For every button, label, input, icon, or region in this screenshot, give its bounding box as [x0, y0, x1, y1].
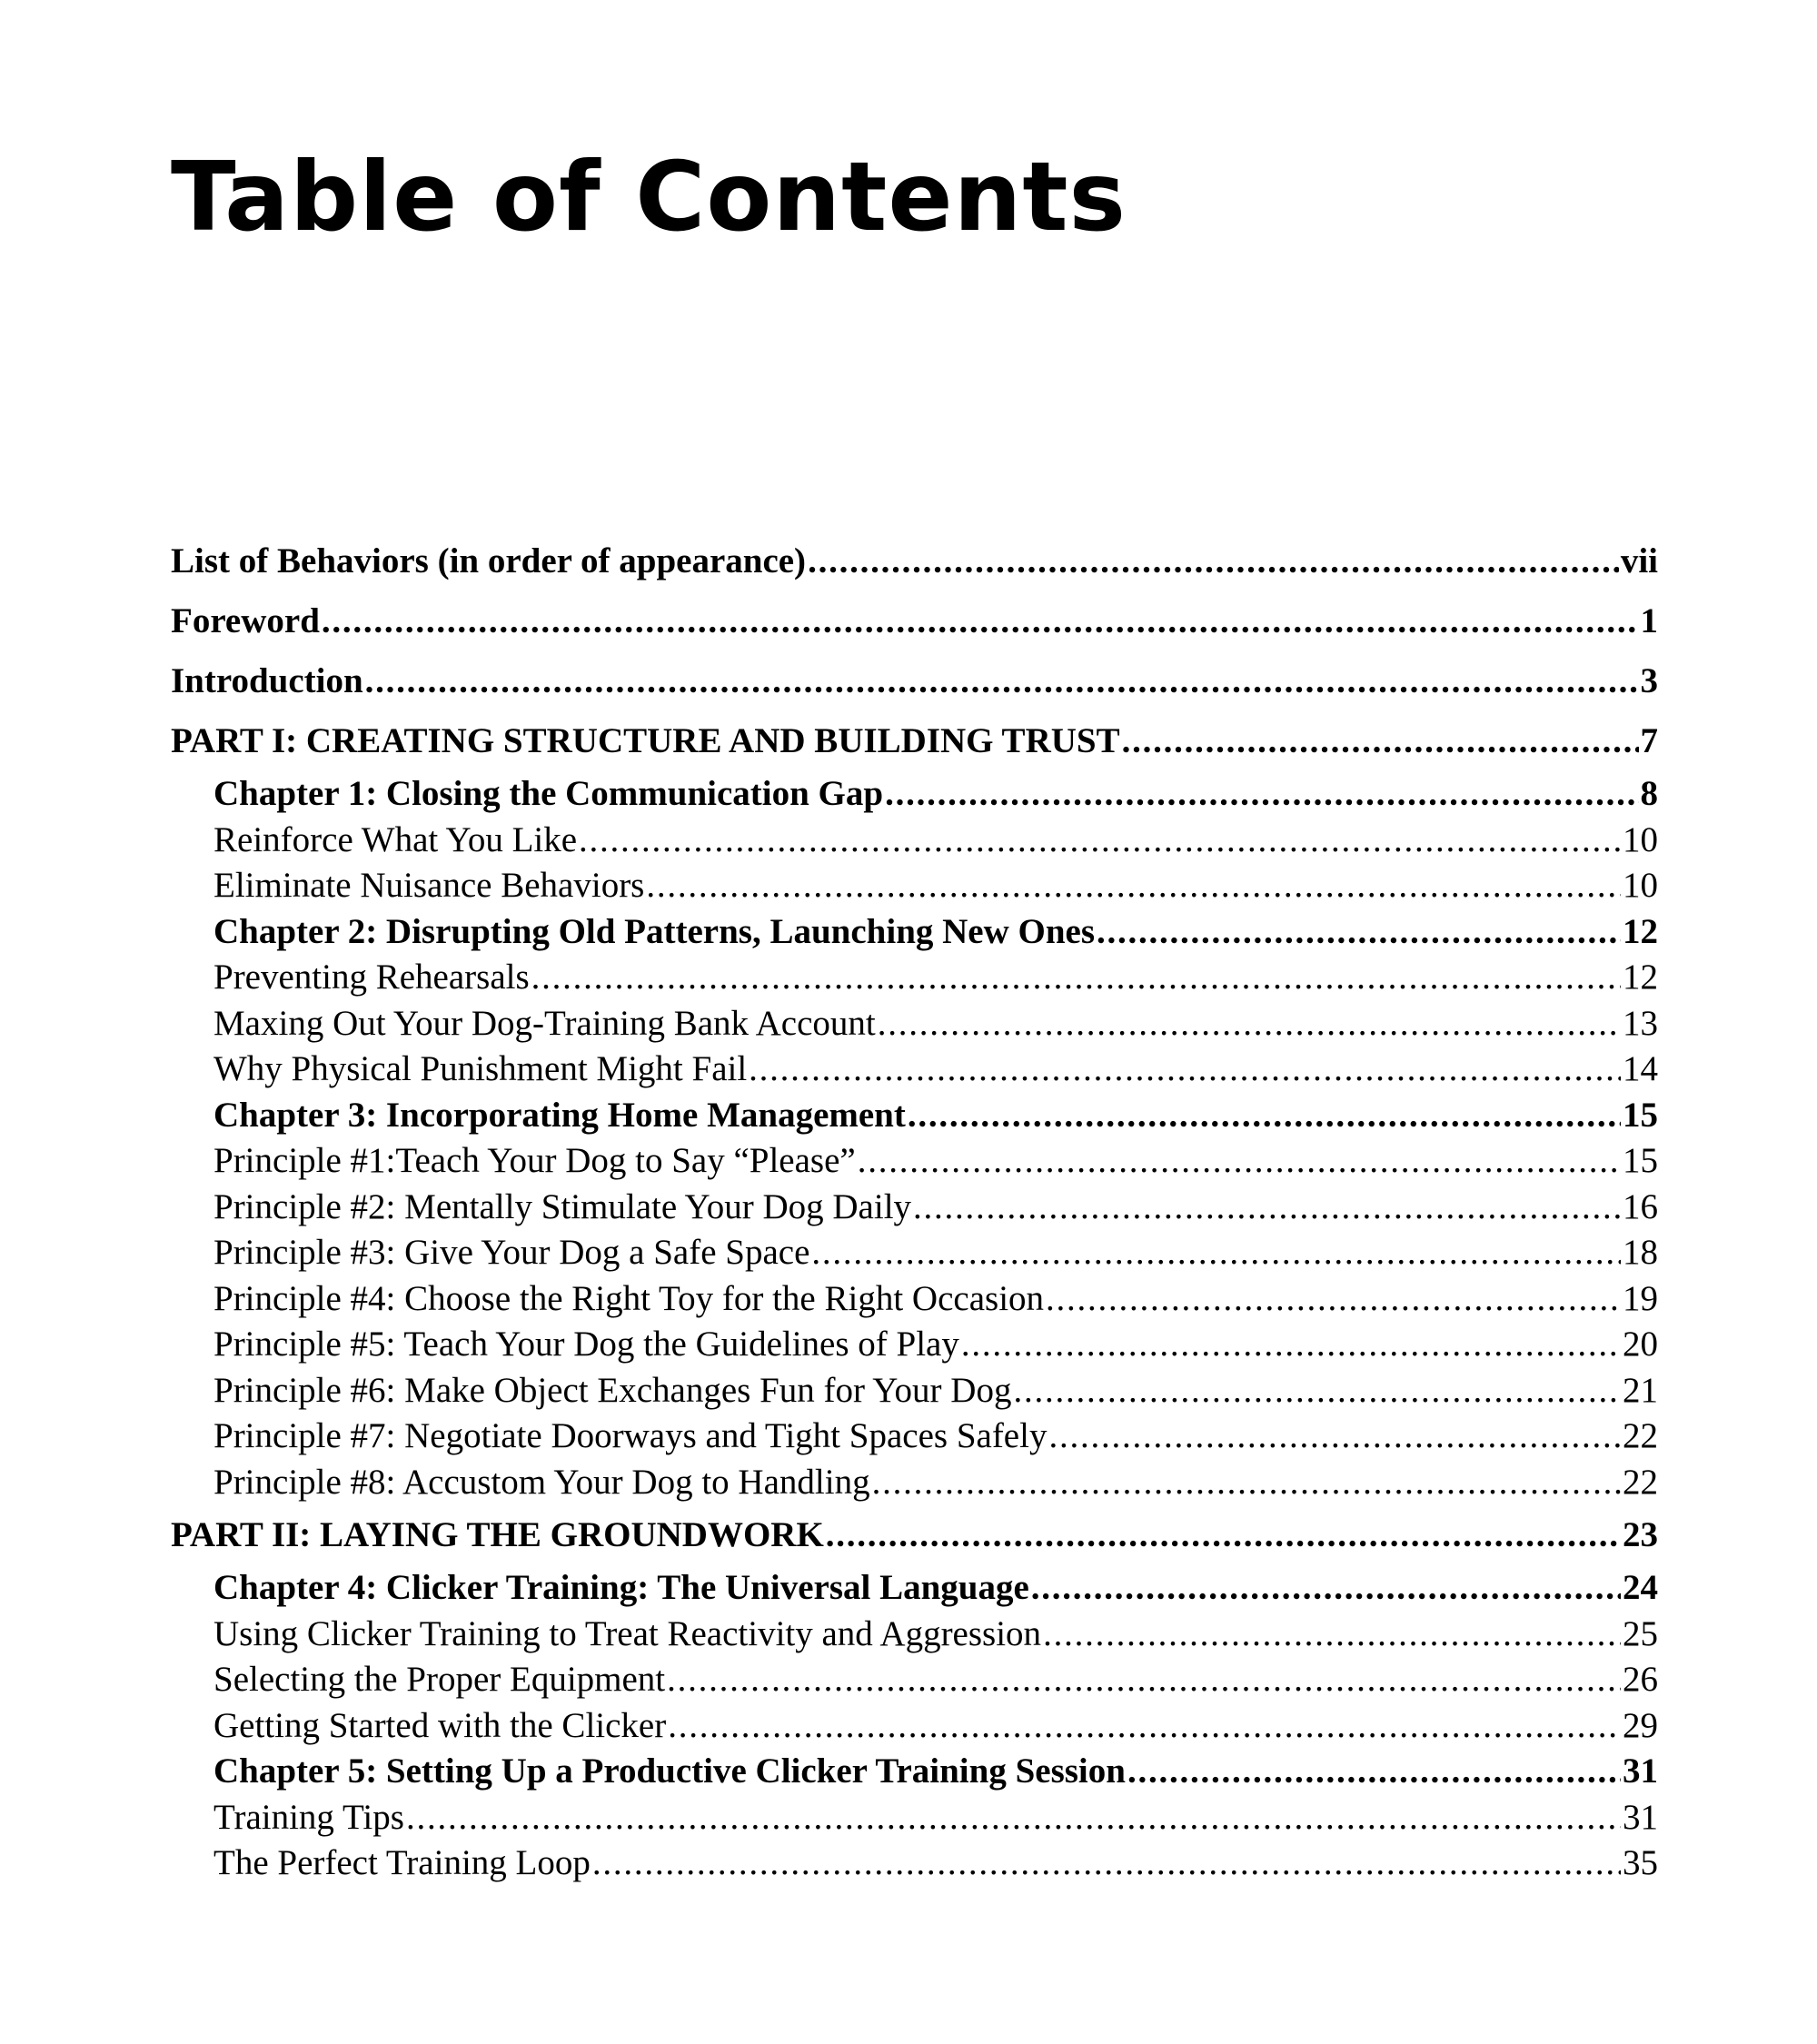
toc-entry-page-number: 35 [1623, 1843, 1658, 1882]
dot-leader [749, 1047, 1621, 1093]
toc-entry-page-number: 12 [1623, 911, 1658, 951]
toc-entry-page-number: 3 [1640, 661, 1658, 700]
toc-entry-page-number: 23 [1623, 1515, 1658, 1554]
toc-entry-part [171, 1505, 1658, 1565]
toc-entry-page-number: 22 [1623, 1416, 1658, 1455]
toc-entry-page-number: 7 [1640, 721, 1658, 760]
dot-leader [858, 1138, 1621, 1185]
toc-entry-label: Preventing Rehearsals [213, 958, 530, 997]
toc-entry-page-number: 18 [1623, 1233, 1658, 1272]
dot-leader [811, 1230, 1621, 1276]
toc-entry-label: Selecting the Proper Equipment [213, 1660, 666, 1699]
toc-entry-section [171, 1185, 1658, 1231]
toc-entry-page-number: 21 [1623, 1370, 1658, 1410]
toc-entry-page-number: 1 [1640, 601, 1658, 640]
toc-entry-label: Chapter 2: Disrupting Old Patterns, Launching New Ones [213, 911, 1096, 951]
dot-leader [1031, 1565, 1621, 1612]
toc-entry-page-number: 31 [1623, 1797, 1658, 1837]
toc-entry-section [171, 1703, 1658, 1750]
toc-entry-part [171, 711, 1658, 771]
toc-entry-label: Reinforce What You Like [213, 819, 578, 859]
toc-entry-page-number: 15 [1623, 1141, 1658, 1180]
toc-entry-label: Training Tips [213, 1797, 404, 1837]
toc-entry-section [171, 1460, 1658, 1506]
toc-entry-label: Using Clicker Training to Treat Reactivity and Aggression [213, 1613, 1042, 1653]
dot-leader [322, 591, 1639, 651]
dot-leader [531, 955, 1621, 1001]
toc-entry-page-number: 31 [1623, 1751, 1658, 1791]
toc-entry-label: Principle #1:Teach Your Dog to Say “Please” [213, 1141, 856, 1180]
toc-entry-page-number: 15 [1623, 1095, 1658, 1135]
toc-entry-section [171, 863, 1658, 909]
toc-entry-page-number: 10 [1623, 819, 1658, 859]
toc-entry-section [171, 1001, 1658, 1047]
toc-entry-label: PART II: LAYING THE GROUNDWORK [171, 1515, 824, 1554]
toc-entry-top [171, 531, 1658, 591]
dot-leader [406, 1795, 1621, 1841]
toc-entry-label: Getting Started with the Clicker [213, 1705, 667, 1745]
toc-entry-chapter [171, 771, 1658, 818]
toc-entry-section [171, 1414, 1658, 1460]
toc-entry-page-number: 12 [1623, 958, 1658, 997]
dot-leader [808, 531, 1619, 591]
toc-entry-page-number: vii [1620, 541, 1658, 580]
toc-entry-label: Principle #2: Mentally Stimulate Your Dog Daily [213, 1186, 912, 1226]
dot-leader [878, 1001, 1621, 1047]
toc-entry-label: Introduction [171, 661, 363, 700]
toc-entry-section [171, 1138, 1658, 1185]
toc-entry-section [171, 1230, 1658, 1276]
toc-entry-label: Chapter 3: Incorporating Home Management [213, 1095, 906, 1135]
dot-leader [1048, 1414, 1621, 1460]
toc-entry-top [171, 651, 1658, 711]
toc-entry-top [171, 591, 1658, 651]
dot-leader [646, 863, 1621, 909]
toc-entry-page-number: 14 [1623, 1049, 1658, 1088]
dot-leader [885, 771, 1638, 818]
toc-entry-chapter [171, 1749, 1658, 1795]
toc-entry-page-number: 24 [1623, 1568, 1658, 1607]
dot-leader [1046, 1276, 1621, 1323]
toc-entry-page-number: 8 [1640, 774, 1658, 813]
toc-entry-page-number: 29 [1623, 1705, 1658, 1745]
toc-entry-page-number: 22 [1623, 1462, 1658, 1502]
toc-entry-section [171, 1841, 1658, 1887]
toc-entry-chapter [171, 1565, 1658, 1612]
dot-leader [1127, 1749, 1621, 1795]
dot-leader [913, 1185, 1621, 1231]
toc-entry-section [171, 1612, 1658, 1658]
dot-leader [872, 1460, 1621, 1506]
toc-entry-section [171, 818, 1658, 864]
toc-entry-section [171, 1276, 1658, 1323]
dot-leader [1097, 909, 1621, 956]
toc-entry-section [171, 1795, 1658, 1841]
toc-entry-page-number: 26 [1623, 1660, 1658, 1699]
toc-entry-label: Maxing Out Your Dog-Training Bank Account [213, 1003, 876, 1043]
toc-entry-label: Principle #5: Teach Your Dog the Guidelines of Play [213, 1325, 959, 1364]
dot-leader [365, 651, 1639, 711]
toc-entry-label: Chapter 5: Setting Up a Productive Clicker Training Session [213, 1751, 1126, 1791]
toc-entry-label: Eliminate Nuisance Behaviors [213, 866, 645, 905]
dot-leader [668, 1703, 1621, 1750]
dot-leader [961, 1322, 1621, 1368]
toc-entry-page-number: 20 [1623, 1325, 1658, 1364]
toc-entry-section [171, 1047, 1658, 1093]
toc-entry-page-number: 10 [1623, 866, 1658, 905]
toc-entry-label: Principle #4: Choose the Right Toy for the Right Occasion [213, 1278, 1045, 1318]
page-title: Table of Contents [171, 142, 1127, 253]
toc-entry-section [171, 1322, 1658, 1368]
dot-leader [579, 818, 1621, 864]
table-of-contents [171, 531, 1658, 1887]
toc-entry-section [171, 955, 1658, 1001]
toc-entry-section [171, 1657, 1658, 1703]
toc-entry-page-number: 19 [1623, 1278, 1658, 1318]
toc-entry-label: Principle #7: Negotiate Doorways and Tight Spaces Safely [213, 1416, 1048, 1455]
dot-leader [592, 1841, 1621, 1887]
toc-entry-label: Why Physical Punishment Might Fail [213, 1049, 748, 1088]
toc-entry-page-number: 16 [1623, 1186, 1658, 1226]
toc-entry-label: Foreword [171, 601, 320, 640]
dot-leader [1122, 711, 1639, 771]
toc-entry-label: Principle #3: Give Your Dog a Safe Space [213, 1233, 810, 1272]
toc-entry-label: List of Behaviors (in order of appearance) [171, 541, 807, 580]
toc-entry-chapter [171, 1093, 1658, 1139]
toc-entry-label: Principle #6: Make Object Exchanges Fun for Your Dog [213, 1370, 1012, 1410]
dot-leader [667, 1657, 1621, 1703]
toc-entry-page-number: 13 [1623, 1003, 1658, 1043]
toc-entry-label: Principle #8: Accustom Your Dog to Handling [213, 1462, 870, 1502]
toc-entry-label: The Perfect Training Loop [213, 1843, 591, 1882]
toc-entry-page-number: 25 [1623, 1613, 1658, 1653]
toc-entry-label: PART I: CREATING STRUCTURE AND BUILDING TRUST [171, 721, 1120, 760]
dot-leader [1043, 1612, 1621, 1658]
toc-entry-section [171, 1368, 1658, 1414]
toc-entry-chapter [171, 909, 1658, 956]
dot-leader [826, 1505, 1621, 1565]
dot-leader [908, 1093, 1621, 1139]
toc-entry-label: Chapter 1: Closing the Communication Gap [213, 774, 884, 813]
toc-entry-label: Chapter 4: Clicker Training: The Universal Language [213, 1568, 1029, 1607]
dot-leader [1013, 1368, 1621, 1414]
